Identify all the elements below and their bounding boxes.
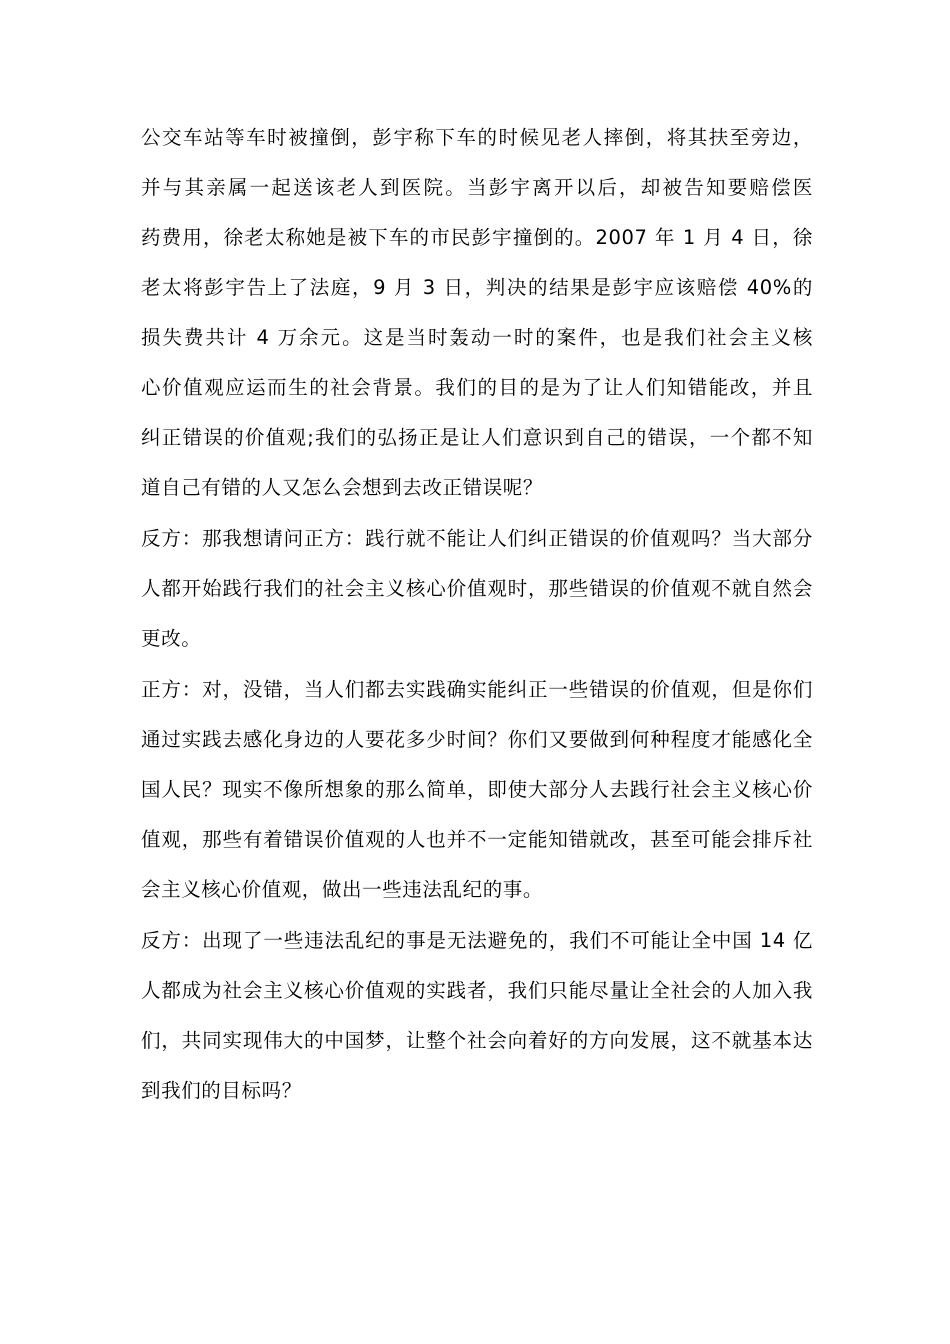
text-line: 通过实践去感化身边的人要花多少时间？你们又要做到何种程度才能感化全	[141, 728, 813, 751]
text-line: 国人民？现实不像所想象的那么简单，即使大部分人去践行社会主义核心价	[141, 778, 813, 801]
text-line: 值观，那些有着错误价值观的人也并不一定能知错就改，甚至可能会排斥社	[141, 828, 813, 851]
paragraph-con-side-question	[141, 514, 813, 664]
document-body	[141, 113, 813, 1116]
paragraph-context	[141, 113, 813, 513]
text-line: 会主义核心价值观，做出一些违法乱纪的事。	[141, 878, 544, 901]
text-line: 人都成为社会主义核心价值观的实践者，我们只能尽量让全社会的人加入我	[141, 979, 813, 1002]
paragraph-pro-side-reply	[141, 665, 813, 915]
text-line: 公交车站等车时被撞倒，彭宇称下车的时候见老人摔倒，将其扶至旁边，	[141, 126, 813, 149]
text-line: 正方：对，没错，当人们都去实践确实能纠正一些错误的价值观，但是你们	[141, 678, 813, 701]
text-line: 药费用，徐老太称她是被下车的市民彭宇撞倒的。2007 年 1 月 4 日，徐	[141, 226, 813, 249]
text-line: 们，共同实现伟大的中国梦，让整个社会向着好的方向发展，这不就基本达	[141, 1029, 813, 1052]
text-line: 老太将彭宇告上了法庭，9 月 3 日，判决的结果是彭宇应该赔偿 40%的	[141, 276, 813, 299]
paragraph-con-side-rebuttal	[141, 916, 813, 1116]
text-line: 道自己有错的人又怎么会想到去改正错误呢？	[141, 476, 544, 499]
text-line: 损失费共计 4 万余元。这是当时轰动一时的案件，也是我们社会主义核	[141, 326, 813, 349]
text-line: 纠正错误的价值观;我们的弘扬正是让人们意识到自己的错误，一个都不知	[141, 426, 813, 449]
text-line: 到我们的目标吗？	[141, 1079, 302, 1102]
text-line: 反方：出现了一些违法乱纪的事是无法避免的，我们不可能让全中国 14 亿	[141, 929, 813, 952]
text-line: 人都开始践行我们的社会主义核心价值观时，那些错误的价值观不就自然会	[141, 577, 813, 600]
text-line: 更改。	[141, 627, 202, 650]
text-line: 反方：那我想请问正方：践行就不能让人们纠正错误的价值观吗？当大部分	[141, 527, 813, 550]
text-line: 心价值观应运而生的社会背景。我们的目的是为了让人们知错能改，并且	[141, 376, 813, 399]
text-line: 并与其亲属一起送该老人到医院。当彭宇离开以后，却被告知要赔偿医	[141, 176, 813, 199]
